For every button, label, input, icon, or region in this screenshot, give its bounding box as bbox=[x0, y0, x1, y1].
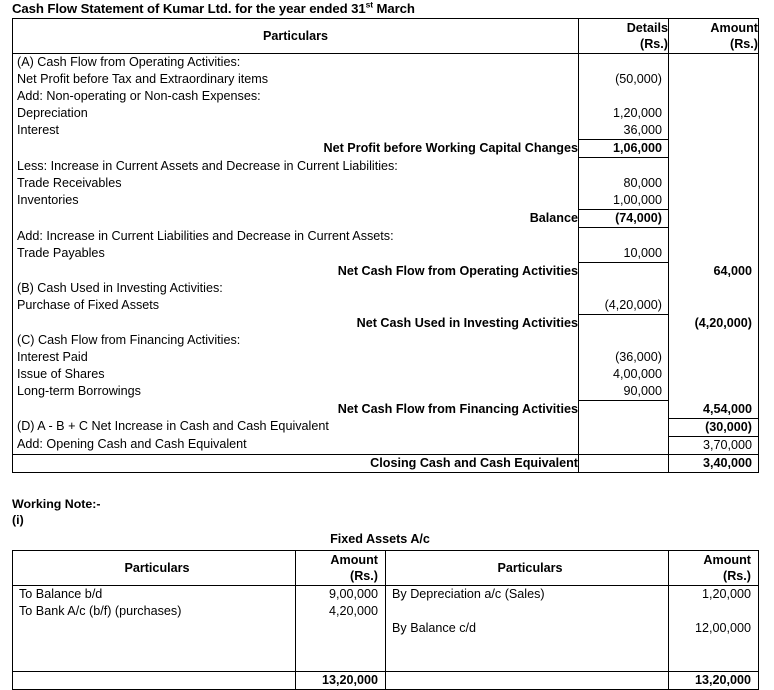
row-particulars-right bbox=[386, 603, 669, 620]
row-particulars: Long-term Borrowings bbox=[13, 383, 579, 401]
row-details bbox=[579, 401, 669, 419]
table-row-subtotal bbox=[13, 210, 759, 228]
row-amount-left bbox=[296, 654, 386, 672]
header-amount-right bbox=[669, 551, 759, 586]
cash-flow-table-header bbox=[13, 19, 759, 54]
row-particulars: (D) A - B + C Net Increase in Cash and Cash Equivalent bbox=[13, 418, 579, 436]
row-particulars-right bbox=[386, 637, 669, 654]
table-row bbox=[13, 228, 759, 246]
row-particulars: Trade Receivables bbox=[13, 175, 579, 192]
row-particulars: Interest Paid bbox=[13, 349, 579, 366]
header-particulars-right: Particulars bbox=[386, 551, 669, 586]
table-row bbox=[13, 349, 759, 366]
row-amount bbox=[669, 297, 759, 315]
total-particulars-left bbox=[13, 672, 296, 690]
table-row bbox=[13, 105, 759, 122]
row-amount-left bbox=[296, 637, 386, 654]
row-particulars-left: To Balance b/d bbox=[13, 586, 296, 604]
header-particulars-left: Particulars bbox=[13, 551, 296, 586]
row-particulars: Net Cash Flow from Operating Activities bbox=[13, 263, 579, 281]
row-amount bbox=[669, 140, 759, 158]
row-details bbox=[579, 418, 669, 436]
row-particulars-left bbox=[13, 620, 296, 637]
row-amount: 3,40,000 bbox=[669, 454, 759, 472]
header-particulars: Particulars bbox=[13, 19, 579, 54]
header-amount-left-line1: Amount bbox=[330, 553, 378, 567]
table-row-total bbox=[13, 454, 759, 472]
row-amount bbox=[669, 280, 759, 297]
row-details: 4,00,000 bbox=[579, 366, 669, 383]
row-amount: 64,000 bbox=[713, 263, 752, 278]
row-particulars: (A) Cash Flow from Operating Activities: bbox=[13, 54, 579, 72]
row-details: (36,000) bbox=[579, 349, 669, 366]
row-amount bbox=[669, 158, 759, 176]
row-particulars: Net Cash Flow from Financing Activities bbox=[13, 401, 579, 419]
row-details: 10,000 bbox=[579, 245, 669, 263]
row-amount bbox=[669, 122, 759, 140]
row-details: (4,20,000) bbox=[579, 297, 669, 315]
row-details bbox=[579, 158, 669, 176]
page-title bbox=[12, 1, 415, 16]
header-amount-right-line1: Amount bbox=[703, 553, 751, 567]
row-amount bbox=[669, 54, 759, 72]
row-details bbox=[579, 332, 669, 349]
header-details bbox=[579, 19, 669, 54]
table-row bbox=[13, 175, 759, 192]
row-particulars: Purchase of Fixed Assets bbox=[13, 297, 579, 315]
row-particulars-left bbox=[13, 654, 296, 672]
fixed-assets-account-table bbox=[12, 550, 759, 690]
fixed-assets-table-body bbox=[13, 586, 759, 690]
row-particulars: Balance bbox=[13, 210, 579, 228]
row-particulars: Less: Increase in Current Assets and Decrease in Current Liabilities: bbox=[13, 158, 579, 176]
row-particulars: Net Cash Used in Investing Activities bbox=[13, 315, 579, 333]
row-particulars-right: By Balance c/d bbox=[386, 620, 669, 637]
row-amount-left: 4,20,000 bbox=[296, 603, 386, 620]
table-header-row bbox=[13, 551, 759, 586]
table-row bbox=[13, 418, 759, 436]
row-particulars: (B) Cash Used in Investing Activities: bbox=[13, 280, 579, 297]
table-row-total bbox=[13, 315, 759, 333]
working-note-roman-numeral: (i) bbox=[12, 513, 24, 527]
row-particulars: Depreciation bbox=[13, 105, 579, 122]
row-particulars: Add: Opening Cash and Cash Equivalent bbox=[13, 436, 579, 454]
row-particulars: Net Profit before Working Capital Changes bbox=[13, 140, 579, 158]
row-details bbox=[579, 88, 669, 105]
row-amount bbox=[669, 105, 759, 122]
table-row bbox=[13, 245, 759, 263]
table-row-subtotal bbox=[13, 140, 759, 158]
table-row-total bbox=[13, 672, 759, 690]
row-details bbox=[579, 263, 669, 281]
row-details bbox=[579, 454, 669, 472]
row-particulars: Closing Cash and Cash Equivalent bbox=[13, 454, 579, 472]
header-amount-right-line2: (Rs.) bbox=[723, 569, 751, 583]
row-amount-right: 12,00,000 bbox=[694, 621, 751, 635]
table-row bbox=[13, 88, 759, 105]
row-particulars: Add: Increase in Current Liabilities and Decrease in Current Assets: bbox=[13, 228, 579, 246]
row-amount-right bbox=[669, 654, 759, 672]
row-particulars: Issue of Shares bbox=[13, 366, 579, 383]
fixed-assets-account-title: Fixed Assets A/c bbox=[330, 532, 430, 546]
row-particulars-right bbox=[386, 654, 669, 672]
table-row bbox=[13, 54, 759, 72]
row-amount: (4,20,000) bbox=[694, 315, 752, 330]
row-amount-left bbox=[296, 620, 386, 637]
table-row bbox=[13, 603, 759, 620]
row-amount bbox=[669, 228, 759, 246]
row-amount bbox=[669, 383, 759, 401]
total-amount-right: 13,20,000 bbox=[669, 672, 759, 690]
cash-flow-table bbox=[12, 18, 759, 473]
header-amount-line1: Amount bbox=[710, 21, 758, 35]
row-amount: 3,70,000 bbox=[669, 436, 759, 454]
row-details: 1,20,000 bbox=[579, 105, 669, 122]
table-row bbox=[13, 280, 759, 297]
header-amount bbox=[669, 19, 759, 54]
row-amount bbox=[669, 175, 759, 192]
row-amount bbox=[669, 88, 759, 105]
row-particulars: Add: Non-operating or Non-cash Expenses: bbox=[13, 88, 579, 105]
total-particulars-right bbox=[386, 672, 669, 690]
row-details bbox=[579, 280, 669, 297]
header-amount-left-line2: (Rs.) bbox=[350, 569, 378, 583]
row-details: 90,000 bbox=[579, 383, 669, 401]
table-row bbox=[13, 122, 759, 140]
row-particulars: Interest bbox=[13, 122, 579, 140]
row-details: (50,000) bbox=[579, 71, 669, 88]
row-details bbox=[579, 54, 669, 72]
table-row bbox=[13, 637, 759, 654]
row-amount-left: 9,00,000 bbox=[296, 586, 386, 604]
page-title-suffix: March bbox=[372, 1, 415, 16]
row-particulars-left bbox=[13, 637, 296, 654]
row-amount bbox=[669, 332, 759, 349]
row-amount-right: 1,20,000 bbox=[701, 587, 751, 601]
table-row bbox=[13, 366, 759, 383]
row-particulars-right: By Depreciation a/c (Sales) bbox=[386, 586, 669, 604]
table-header-row bbox=[13, 19, 759, 54]
header-details-line1: Details bbox=[626, 21, 668, 35]
table-row bbox=[13, 332, 759, 349]
row-details: (74,000) bbox=[579, 210, 669, 228]
header-amount-line2: (Rs.) bbox=[730, 37, 758, 51]
table-row-total bbox=[13, 401, 759, 419]
row-details: 1,06,000 bbox=[579, 140, 669, 158]
row-amount bbox=[669, 245, 759, 263]
row-particulars: Trade Payables bbox=[13, 245, 579, 263]
row-particulars: (C) Cash Flow from Financing Activities: bbox=[13, 332, 579, 349]
table-row-total bbox=[13, 263, 759, 281]
row-details: 1,00,000 bbox=[579, 192, 669, 210]
table-row bbox=[13, 192, 759, 210]
header-amount-left bbox=[296, 551, 386, 586]
page-title-superscript: st bbox=[365, 0, 373, 10]
table-row bbox=[13, 654, 759, 672]
table-row bbox=[13, 620, 759, 637]
header-details-line2: (Rs.) bbox=[640, 37, 668, 51]
row-particulars: Inventories bbox=[13, 192, 579, 210]
row-details bbox=[579, 315, 669, 333]
table-row bbox=[13, 158, 759, 176]
page-title-prefix: Cash Flow Statement of Kumar Ltd. for the year ended 31 bbox=[12, 1, 366, 16]
row-amount: 4,54,000 bbox=[702, 401, 752, 416]
cash-flow-table-body bbox=[13, 54, 759, 473]
row-amount-right bbox=[669, 637, 759, 654]
row-amount bbox=[669, 210, 759, 228]
row-amount bbox=[669, 192, 759, 210]
row-amount bbox=[669, 349, 759, 366]
table-row bbox=[13, 383, 759, 401]
row-amount bbox=[669, 71, 759, 88]
row-amount-right bbox=[669, 603, 759, 620]
total-amount-left: 13,20,000 bbox=[296, 672, 386, 690]
row-details: 80,000 bbox=[579, 175, 669, 192]
row-details bbox=[579, 228, 669, 246]
table-row bbox=[13, 71, 759, 88]
row-details bbox=[579, 436, 669, 454]
table-row bbox=[13, 436, 759, 454]
working-note-label: Working Note:- bbox=[12, 497, 101, 511]
table-row bbox=[13, 297, 759, 315]
row-amount bbox=[669, 366, 759, 383]
row-amount: (30,000) bbox=[669, 418, 759, 436]
table-row bbox=[13, 586, 759, 604]
row-particulars: Net Profit before Tax and Extraordinary items bbox=[13, 71, 579, 88]
row-particulars-left: To Bank A/c (b/f) (purchases) bbox=[13, 603, 296, 620]
fixed-assets-table-header bbox=[13, 551, 759, 586]
row-details: 36,000 bbox=[579, 122, 669, 140]
